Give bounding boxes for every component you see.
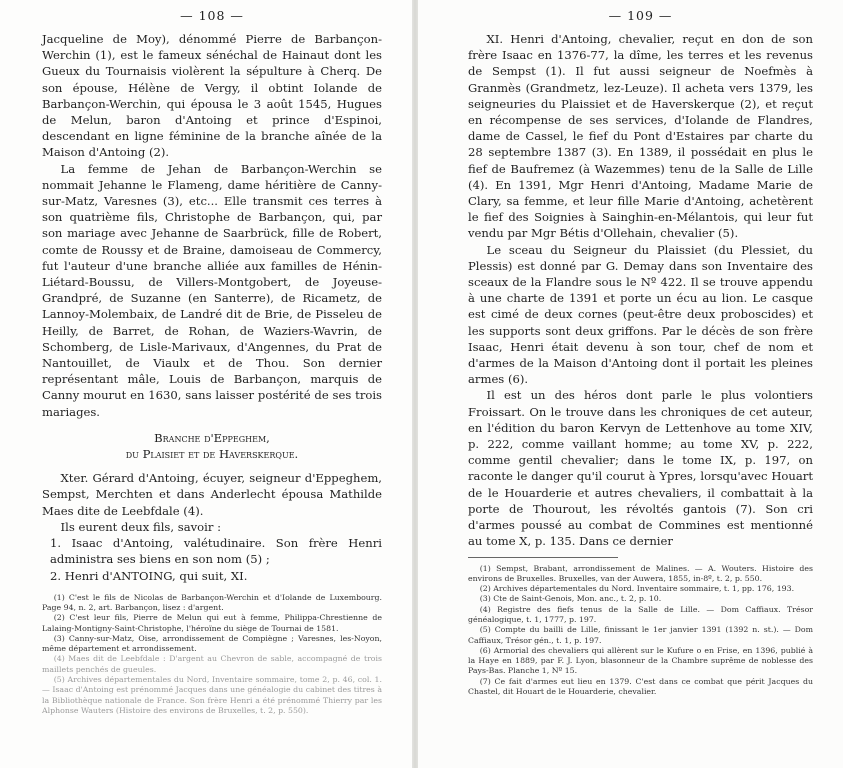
list-item: 2. Henri d'ANTOING, qui suit, XI.: [50, 568, 248, 583]
footnote: (5) Archives départementales du Nord, Inventaire sommaire, tome 2, p. 46, col. 1. — Isaac d'Antoing est prénommé Jacques dans une généalogie du cabinet des titres à la Bibliothèque nationale de France. Son frère Henri a été prénommé Thierry par les Alphonse Wauters (Histoire des environs de Bruxelles, t. 2, p. 550).: [42, 675, 382, 715]
footnote: (2) C'est leur fils, Pierre de Melun qui eut à femme, Philippa-Chrestienne de Lalaing-Montigny-Saint-Christophe, l'héroïne du siège de Tournai de 1581.: [42, 613, 382, 633]
paragraph: Le sceau du Seigneur du Plaissiet (du Plessiet, du Plessis) est donné par G. Demay dans son Inventaire des sceaux de la Flandre sous le Nº 422. Il se trouve appendu à une charte de 1391 et porte un écu au lion. Le casque est cimé de deux cornes (peut-être deux proboscides) et les supports sont deux griffons. Par le décès de son frère Isaac, Henri était devenu à son tour, chef de nom et d'armes de la Maison d'Antoing dont il portait les pleines armes (6).: [468, 242, 813, 387]
footnote: (3) Canny-sur-Matz, Oise, arrondissement de Compiègne ; Varesnes, les-Noyon, même département et arrondissement.: [42, 633, 382, 654]
page-number: — 109 —: [608, 8, 673, 23]
footnote-rule: [468, 557, 618, 558]
right-body-text: [468, 31, 813, 550]
left-footnotes: [42, 593, 382, 717]
list-item: 1. Isaac d'Antoing, valétudinaire. Son frère Henri administra ses biens en son nom (5) ;: [50, 536, 382, 567]
footnote: (7) Ce fait d'armes eut lieu en 1379. C'est dans ce combat que périt Jacques du Chastel, dit Houart de le Houarderie, chevalier.: [468, 676, 813, 697]
paragraph: La femme de Jehan de Barbançon-Werchin se nommait Jehanne le Flameng, dame héritière de Canny-sur-Matz, Varesnes (3), etc... Elle transmit ces terres à son quatrième fils, Christophe de Barbançon, qui, par son mariage avec Jehanne de Saarbrück, fille de Robert, comte de Roussy et de Braine, damoiseau de Commercy, fut l'auteur d'une branche alliée aux familles de Hénin-Liétard-Boussu, de Villers-Montgobert, de Joyeuse-Grandpré, de Suzanne (en Santerre), de Ricametz, de Lannoy-Molembaix, de Landré dit de Brie, de Pisseleu de Heilly, de Barret, de Rohan, de Waziers-Wavrin, de Schomberg, de Lisle-Marivaux, d'Angennes, du Prat de Nantouillet, de Viaulx et de Thou. Son dernier représentant mâle, Louis de Barbançon, marquis de Canny mourut en 1630, sans laisser postérité de ses trois mariages.: [42, 161, 382, 419]
right-footnotes: [468, 564, 813, 698]
paragraph: Ils eurent deux fils, savoir :: [60, 519, 221, 534]
footnote: (4) Registre des fiefs tenus de la Salle de Lille. — Dom Caffiaux. Trésor généalogique, t. 1, 1777, p. 197.: [468, 604, 813, 624]
footnote: (6) Armorial des chevaliers qui allèrent sur le Kufure o en Frise, en 1396, publié à la Haye en 1889, par F. J. Lyon, blasonneur de la Chambre suprême de noblesse des Pays-Bas. Planche 1, Nº 15.: [468, 645, 813, 676]
footnote: (5) Compte du bailli de Lille, finissant le 1er janvier 1391 (1392 n. st.). — Dom Caffiaux, Trésor gén., t. 1, p. 197.: [468, 625, 813, 645]
paragraph: Xter. Gérard d'Antoing, écuyer, seigneur d'Eppeghem, Sempst, Merchten et dans Anderlecht épousa Mathilde Maes dite de Leebfdale (4).: [42, 471, 382, 518]
right-page: [418, 0, 843, 768]
footnote: (3) Cte de Saint-Genois, Mon. anc., t. 2, p. 10.: [479, 594, 662, 604]
paragraph: Jacqueline de Moy), dénommé Pierre de Barbançon-Werchin (1), est le fameux sénéchal de Hainaut dont les Gueux du Tournaisis violèrent la sépulture à Cherq. De son épouse, Hélène de Vergy, il obtint Iolande de Barbançon-Werchin, qui épousa le 3 août 1545, Hugues de Melun, baron d'Antoing et prince d'Espinoi, descendant en ligne féminine de la branche aînée de la Maison d'Antoing (2).: [42, 32, 382, 160]
left-page: [0, 0, 412, 768]
paragraph: Il est un des héros dont parle le plus volontiers Froissart. On le trouve dans les chroniques de cet auteur, en l'édition du baron Kervyn de Lettenhove au tome XIV, p. 222, comme vaillant homme; au tome XV, p. 222, comme gentil chevalier; dans le tome IX, p. 197, on raconte le danger qu'il courut à Ypres, lorsqu'avec Houart de le Houarderie et autres chevaliers, il combattait à la porte de Thourout, les révoltés gantois (7). Son cri d'armes poussé au combat de Commines est mentionné au tome X, p. 135. Dans ce dernier: [468, 388, 813, 549]
footnote: (4) Maes dit de Leebfdale : D'argent au Chevron de sable, accompagné de trois maillets penchés de gueules.: [42, 654, 382, 674]
left-body-text: [42, 31, 382, 584]
footnote: (1) Sempst, Brabant, arrondissement de Malines. — A. Wouters. Histoire des environs de Bruxelles. Bruxelles, van der Auwera, 1855, in-8º, t. 2, p. 550.: [468, 563, 813, 583]
footnote: (1) C'est le fils de Nicolas de Barbançon-Werchin et d'Iolande de Luxembourg. Page 94, n. 2, art. Barbançon, lisez : d'argent.: [42, 592, 382, 612]
section-heading: du Plaisiet et de Haverskerque.: [125, 447, 299, 462]
section-heading: Branche d'Eppeghem,: [154, 430, 270, 445]
page-number: — 108 —: [180, 8, 244, 23]
paragraph: XI. Henri d'Antoing, chevalier, reçut en don de son frère Isaac en 1376-77, la dîme, les terres et les revenus de Sempst (1). Il fut aussi seigneur de Noefmès à Granmès (Grandmetz, lez-Leuze). Il acheta vers 1379, les seigneuries du Plaissiet et de Haverskerque (2), et reçut en récompense de ses services, d'Iolande de Flandres, dame de Cassel, le fief du Pont d'Estaires par charte du 28 septembre 1387 (3). En 1389, il possédait en plus le fief de Baufremez (à Wazemmes) tenu de la Salle de Lille (4). En 1391, Mgr Henri d'Antoing, Madame Marie de Clary, sa femme, et leur fille Marie d'Antoing, achetèrent le fief des Soignies à Sainghin-en-Mélantois, qui leur fut vendu par Mgr Bétis d'Ollehain, chevalier (5).: [468, 32, 813, 241]
footnote: (2) Archives départementales du Nord. Inventaire sommaire, t. 1, pp. 176, 193.: [479, 584, 795, 594]
